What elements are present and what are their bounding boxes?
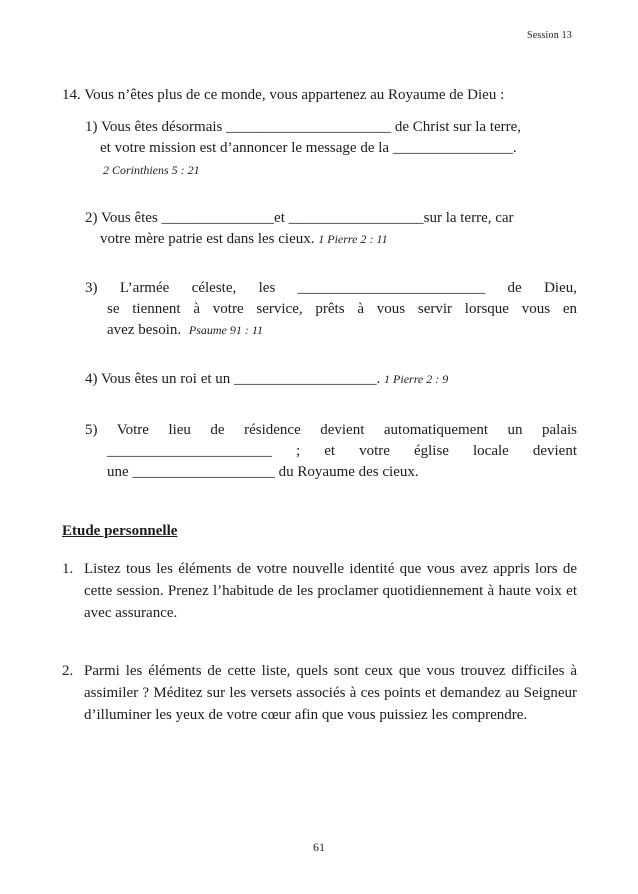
item-1-line-1: 1) Vous êtes désormais ______________________ de Christ sur la terre,: [85, 119, 522, 135]
item-4-line-1: [85, 369, 580, 390]
list-item-4: [85, 369, 580, 390]
study-point-1-text: Listez tous les éléments de votre nouvelle identité que vous avez appris lors de cette session. Prenez l’habitude de les proclamer quotidiennement à haute voix et avec assurance.: [84, 561, 577, 621]
item-3-line-3-text: avez besoin.: [107, 322, 182, 338]
list-item-1: [85, 117, 580, 181]
page-number: 61: [313, 840, 325, 854]
item-2-line-2: [100, 229, 580, 250]
item-5-line-1: 5) Votre lieu de résidence devient automatiquement un palais: [85, 422, 577, 438]
item-5-line-2: ______________________ ; et votre église locale devient: [107, 443, 577, 459]
study-point-2: [62, 660, 577, 726]
item-3-line-3: [107, 320, 577, 341]
study-point-1-number: 1.: [62, 561, 74, 577]
study-point-2-number: 2.: [62, 663, 74, 679]
question-title: 14. Vous n’êtes plus de ce monde, vous appartenez au Royaume de Dieu :: [62, 87, 505, 103]
item-3-line-2: se tiennent à votre service, prêts à vous servir lorsque vous en: [107, 301, 577, 317]
item-1-reference: 2 Corinthiens 5 : 21: [103, 163, 200, 177]
item-2-reference: 1 Pierre 2 : 11: [318, 232, 388, 246]
item-2-line-1: 2) Vous êtes _______________et __________________sur la terre, car: [85, 210, 514, 226]
item-2-line-2-text: votre mère patrie est dans les cieux.: [100, 231, 315, 247]
list-item-3: [85, 278, 577, 341]
list-item-2: [85, 208, 580, 250]
item-1-line-2: et votre mission est d’annoncer le message de la ________________.: [100, 140, 517, 156]
list-item-5: [85, 420, 577, 483]
item-3-reference: Psaume 91 : 11: [188, 323, 263, 337]
study-point-1: [62, 558, 577, 624]
section-title-etude: Etude personnelle: [62, 523, 178, 539]
study-point-2-text: Parmi les éléments de cette liste, quels sont ceux que vous trouvez difficiles à assimiler ? Méditez sur les versets associés à ces points et demandez au Seigneur d’illuminer les yeux de votre cœur afin que vous puissiez les comprendre.: [84, 663, 577, 723]
session-header: Session 13: [526, 30, 572, 41]
item-5-line-3: une ___________________ du Royaume des cieux.: [107, 464, 419, 480]
item-4-reference: 1 Pierre 2 : 9: [384, 372, 449, 386]
item-4-line-1-text: 4) Vous êtes un roi et un ___________________.: [85, 371, 381, 387]
item-3-line-1: 3) L’armée céleste, les _________________________ de Dieu,: [85, 280, 577, 296]
